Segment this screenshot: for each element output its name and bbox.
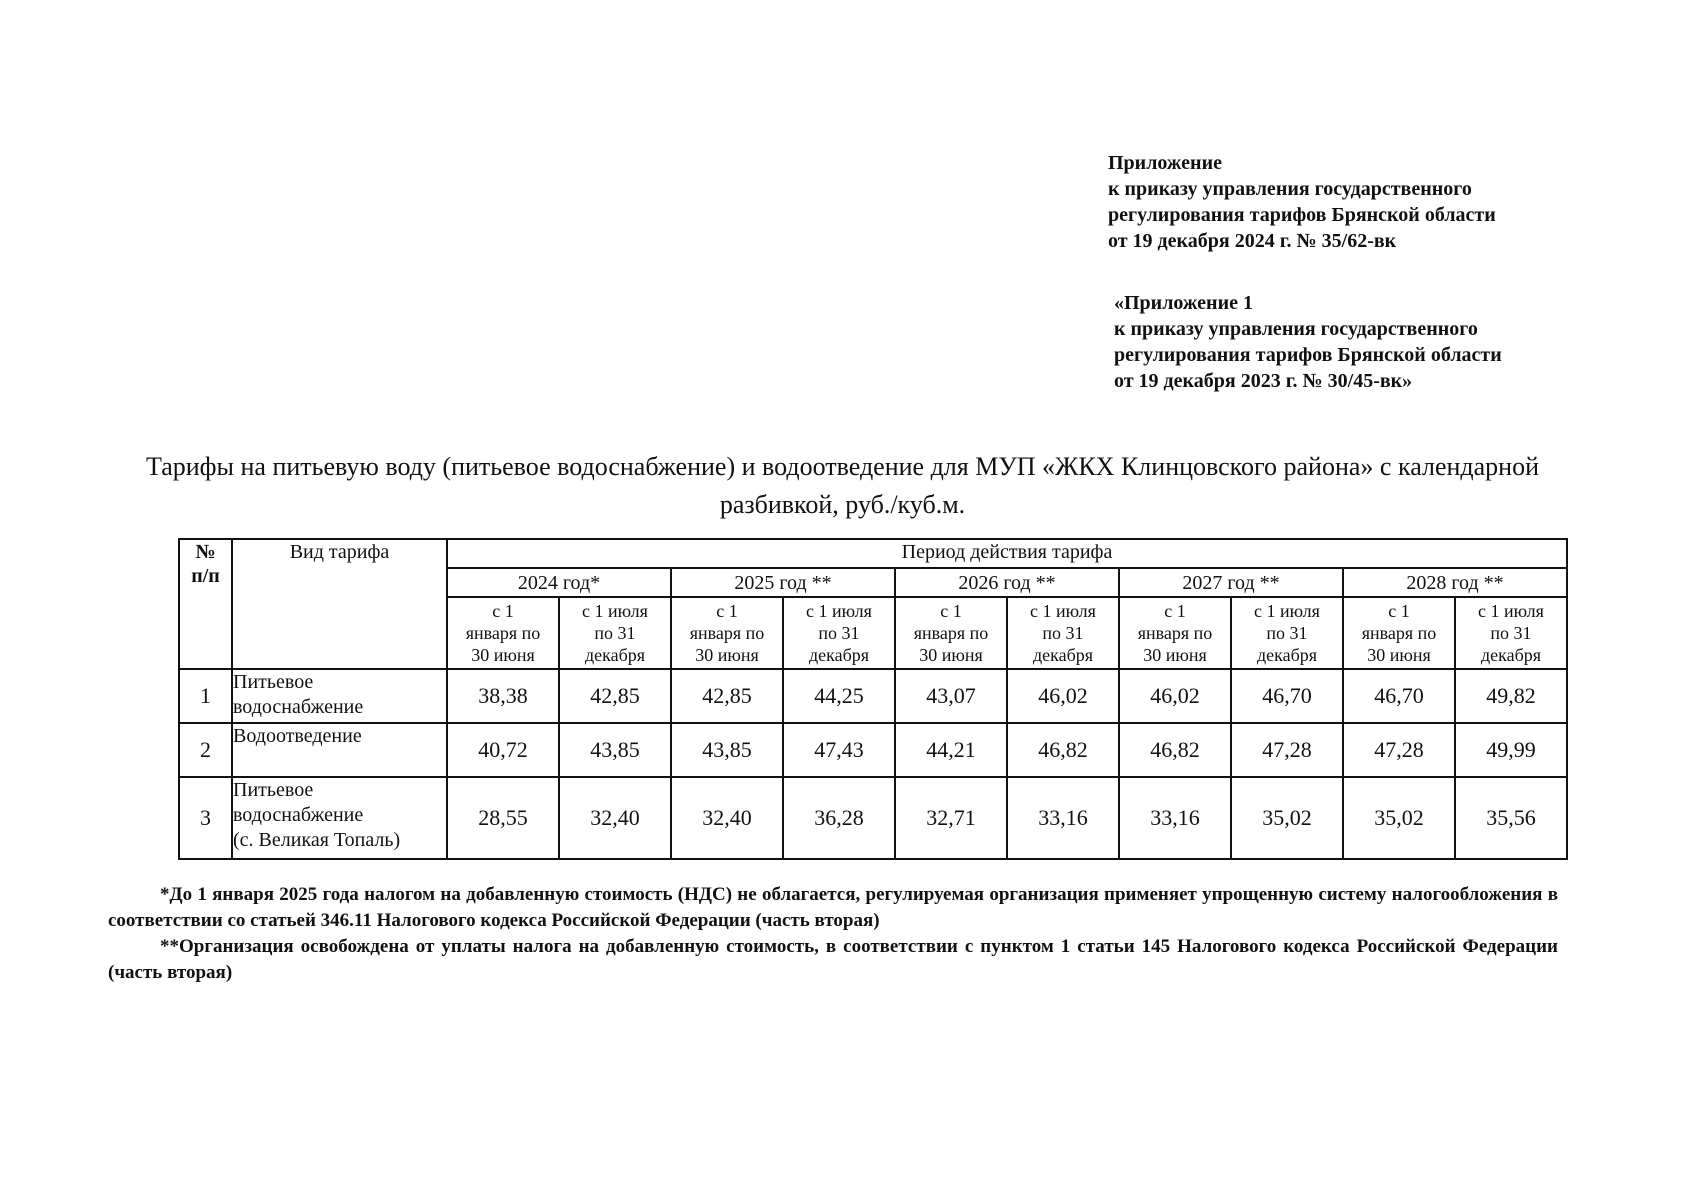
tariff-value: 35,56 — [1455, 777, 1567, 859]
tariff-kind: Питьевое водоснабжение (с. Великая Топаль) — [232, 777, 447, 859]
prior-appendix-line: от 19 декабря 2023 г. № 30/45-вк» — [1114, 370, 1413, 392]
first-half-header: с 1 января по 30 июня — [1119, 597, 1231, 669]
document-title-line: разбивкой, руб./куб.м. — [719, 490, 966, 519]
row-number: 2 — [179, 723, 232, 777]
tariff-kind: Питьевое водоснабжение — [232, 669, 447, 723]
appendix-line: к приказу управления государственного — [1108, 178, 1472, 200]
tariff-value: 33,16 — [1007, 777, 1119, 859]
col-kind-header: Вид тарифа — [232, 539, 447, 669]
document-title-line: Тарифы на питьевую воду (питьевое водоснабжение) и водоотведение для МУП «ЖКХ Клинцовского района» с календарной — [145, 452, 1539, 481]
footnote-vat-exempt: **Организация освобождена от уплаты налога на добавленную стоимость, в соответствии с пунктом 1 статьи 145 Налогового кодекса Российской Федерации (часть вторая) — [108, 936, 1558, 983]
year-header: 2026 год ** — [895, 568, 1119, 597]
year-header: 2025 год ** — [671, 568, 895, 597]
second-half-header: с 1 июля по 31 декабря — [1231, 597, 1343, 669]
tariff-value: 35,02 — [1343, 777, 1455, 859]
tariff-value: 40,72 — [447, 723, 559, 777]
tariff-value: 43,85 — [559, 723, 671, 777]
tariff-value: 46,82 — [1119, 723, 1231, 777]
year-header: 2024 год* — [447, 568, 671, 597]
appendix-line: от 19 декабря 2024 г. № 35/62-вк — [1108, 230, 1397, 252]
year-header: 2028 год ** — [1343, 568, 1567, 597]
period-header: Период действия тарифа — [447, 539, 1567, 568]
appendix-line: регулирования тарифов Брянской области — [1108, 204, 1496, 226]
tariff-value: 49,99 — [1455, 723, 1567, 777]
tariff-table — [178, 538, 1568, 860]
prior-appendix-line: «Приложение 1 — [1114, 292, 1253, 314]
tariff-kind: Водоотведение — [232, 723, 447, 777]
tariff-value: 32,71 — [895, 777, 1007, 859]
tariff-value: 28,55 — [447, 777, 559, 859]
first-half-header: с 1 января по 30 июня — [671, 597, 783, 669]
first-half-header: с 1 января по 30 июня — [895, 597, 1007, 669]
second-half-header: с 1 июля по 31 декабря — [1455, 597, 1567, 669]
tariff-value: 49,82 — [1455, 669, 1567, 723]
tariff-value: 46,82 — [1007, 723, 1119, 777]
table-row — [179, 669, 1567, 723]
prior-appendix-line: к приказу управления государственного — [1114, 318, 1478, 340]
second-half-header: с 1 июля по 31 декабря — [1007, 597, 1119, 669]
first-half-header: с 1 января по 30 июня — [1343, 597, 1455, 669]
tariff-value: 46,70 — [1343, 669, 1455, 723]
tariff-value: 44,21 — [895, 723, 1007, 777]
tariff-value: 42,85 — [671, 669, 783, 723]
tariff-value: 44,25 — [783, 669, 895, 723]
tariff-value: 46,02 — [1119, 669, 1231, 723]
appendix-line: Приложение — [1108, 152, 1222, 174]
prior-appendix-reference — [1114, 290, 1502, 394]
appendix-reference — [1108, 150, 1496, 254]
second-half-header: с 1 июля по 31 декабря — [783, 597, 895, 669]
year-header: 2027 год ** — [1119, 568, 1343, 597]
tariff-value: 47,43 — [783, 723, 895, 777]
tariff-value: 42,85 — [559, 669, 671, 723]
tariff-value: 32,40 — [671, 777, 783, 859]
tariff-value: 33,16 — [1119, 777, 1231, 859]
tariff-value: 43,85 — [671, 723, 783, 777]
tariff-value: 38,38 — [447, 669, 559, 723]
tariff-value: 46,70 — [1231, 669, 1343, 723]
row-number: 1 — [179, 669, 232, 723]
table-row — [179, 777, 1567, 859]
tariff-value: 43,07 — [895, 669, 1007, 723]
first-half-header: с 1 января по 30 июня — [447, 597, 559, 669]
tariff-rows — [179, 669, 1567, 859]
tariff-value: 47,28 — [1343, 723, 1455, 777]
document-title — [80, 448, 1605, 524]
footnote-vat-simplified: *До 1 января 2025 года налогом на добавленную стоимость (НДС) не облагается, регулируемая организация применяет упрощенную систему налогообложения в соответствии со статьей 346.11 Налогового кодекса Российской Федерации (часть вторая) — [108, 884, 1558, 931]
prior-appendix-line: регулирования тарифов Брянской области — [1114, 344, 1502, 366]
table-row — [179, 723, 1567, 777]
tariff-value: 32,40 — [559, 777, 671, 859]
tariff-value: 46,02 — [1007, 669, 1119, 723]
second-half-header: с 1 июля по 31 декабря — [559, 597, 671, 669]
footnotes — [108, 882, 1558, 986]
tariff-value: 36,28 — [783, 777, 895, 859]
tariff-value: 35,02 — [1231, 777, 1343, 859]
tariff-value: 47,28 — [1231, 723, 1343, 777]
col-number-header: № п/п — [179, 539, 232, 669]
row-number: 3 — [179, 777, 232, 859]
